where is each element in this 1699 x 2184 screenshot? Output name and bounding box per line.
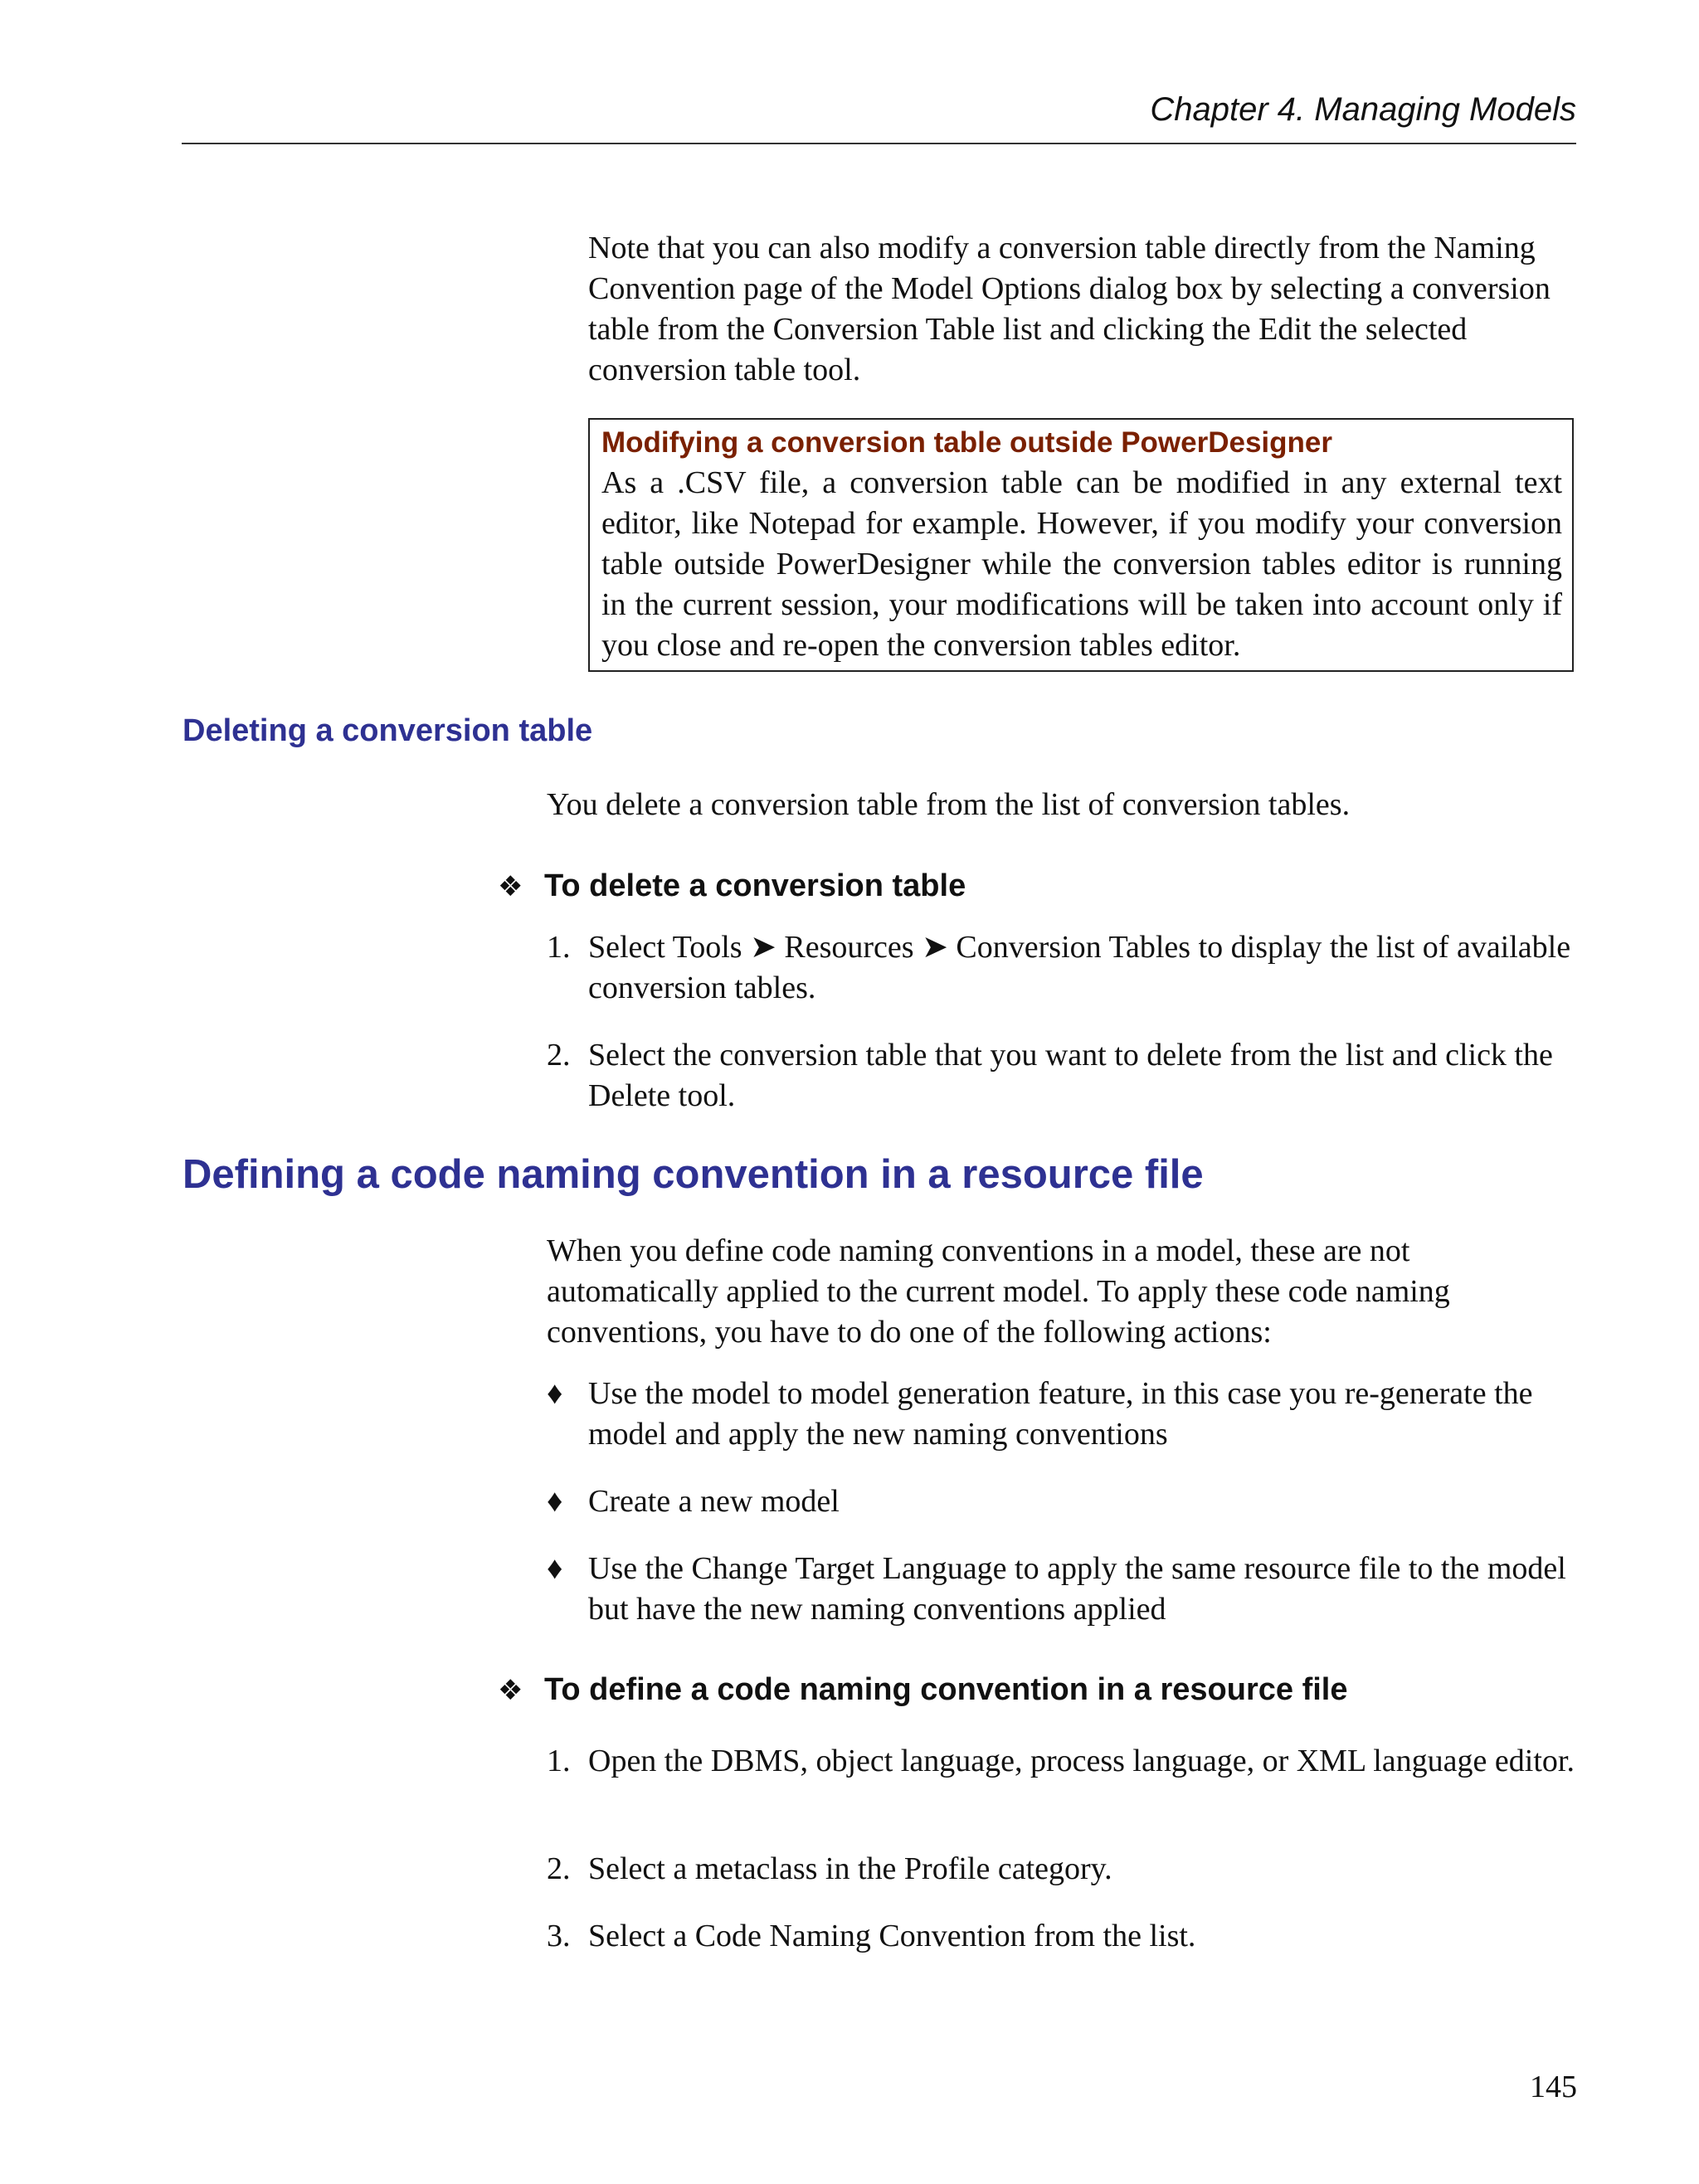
intro-note: Note that you can also modify a conversion table directly from the Naming Convention page of the Model Options dialog box by selecting a conversion table from the Conversion Table list and clicking the Edit the selected conversion table tool. <box>588 231 1551 387</box>
procedure-title-text: To delete a conversion table <box>544 868 966 903</box>
step-number: 1. <box>547 1744 571 1778</box>
callout-title: Modifying a conversion table outside PowerDesigner <box>601 426 1332 459</box>
list-item <box>547 1849 1580 1890</box>
diamond-bullet-icon: ♦ <box>547 1484 563 1519</box>
step-text: Open the DBMS, object language, process language, or XML language editor. <box>588 1744 1575 1778</box>
list-item <box>547 927 1580 1009</box>
procedure-title-text: To define a code naming convention in a resource file <box>544 1672 1348 1707</box>
step-text: Select a Code Naming Convention from the list. <box>588 1919 1196 1953</box>
bullet-text: Create a new model <box>588 1484 840 1519</box>
list-item <box>547 1035 1580 1116</box>
bullet-text: Use the Change Target Language to apply the same resource file to the model but have the new naming conventions applied <box>588 1551 1566 1627</box>
diamond-bullet-icon: ♦ <box>547 1376 563 1411</box>
delete-intro: You delete a conversion table from the list of conversion tables. <box>547 787 1351 822</box>
procedure-title-define <box>498 1672 1347 1708</box>
list-item <box>547 1374 1580 1455</box>
step-text: Select a metaclass in the Profile category. <box>588 1851 1112 1886</box>
bullet-text: Use the model to model generation feature, in this case you re-generate the model and apply the new naming conventions <box>588 1376 1533 1452</box>
step-number: 2. <box>547 1851 571 1886</box>
header-rule <box>182 143 1576 144</box>
callout-box <box>588 418 1574 672</box>
step-number: 3. <box>547 1919 571 1953</box>
page-number: 145 <box>1530 2070 1577 2104</box>
list-item <box>547 1916 1580 1957</box>
list-item <box>547 1481 1580 1522</box>
procedure-title-delete <box>498 868 966 904</box>
diamond-bullet-icon: ♦ <box>547 1551 563 1586</box>
step-text: Select the conversion table that you want to delete from the list and click the Delete tool. <box>588 1038 1553 1113</box>
section-heading-define: Defining a code naming convention in a resource file <box>183 1152 1204 1197</box>
procedure-icon: ❖ <box>498 1675 523 1706</box>
list-item <box>547 1741 1580 1782</box>
list-item <box>547 1549 1580 1630</box>
chapter-header: Chapter 4. Managing Models <box>1150 91 1576 128</box>
step-number: 2. <box>547 1038 571 1073</box>
callout-body: As a .CSV file, a conversion table can be modified in any external text editor, like Notepad for example. However, if you modify your conversion table outside PowerDesigner while the conversion tables editor is running in the current session, your modifications will be taken into account only if you close and re-open the conversion tables editor. <box>601 465 1562 663</box>
section-heading-delete: Deleting a conversion table <box>183 713 593 748</box>
step-number: 1. <box>547 930 571 965</box>
define-intro: When you define code naming conventions in a model, these are not automatically applied to the current model. To apply these code naming conventions, you have to do one of the following actions: <box>547 1233 1450 1350</box>
procedure-icon: ❖ <box>498 871 523 902</box>
step-text: Select Tools ➤ Resources ➤ Conversion Tables to display the list of available conversion tables. <box>588 930 1571 1005</box>
